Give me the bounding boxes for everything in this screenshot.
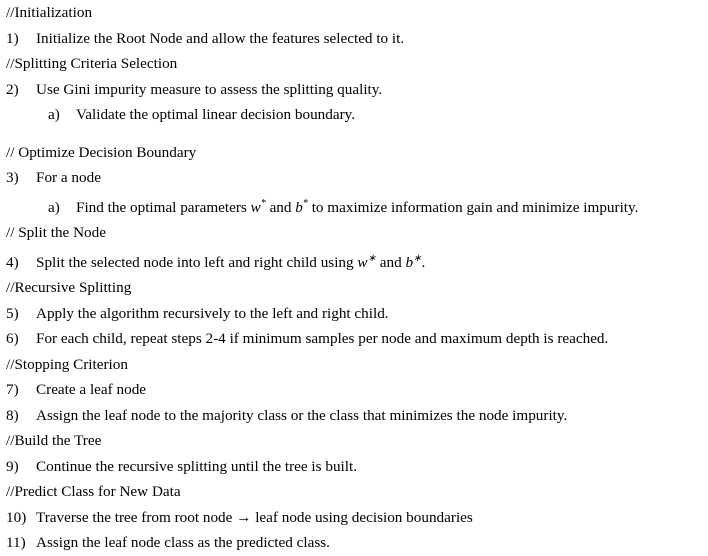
math-superscript: * — [302, 197, 308, 209]
step-text: Assign the leaf node to the majority class or the class that minimizes the node impurity. — [36, 406, 568, 424]
step-line — [0, 26, 708, 52]
step-marker: 10) — [6, 508, 27, 526]
text-fragment: to maximize information gain and minimize impurity. — [307, 198, 639, 216]
step-marker: 9) — [6, 457, 19, 475]
text-fragment: Traverse the tree from root node — [36, 508, 237, 526]
text-fragment: and — [265, 198, 296, 216]
math-variable-b: b — [295, 198, 303, 216]
step-marker: 2) — [6, 80, 19, 98]
comment-line: //Recursive Splitting — [6, 279, 132, 297]
step-line — [0, 77, 708, 103]
step-line — [0, 505, 708, 531]
math-superscript: ∗ — [413, 252, 422, 264]
step-text: Use Gini impurity measure to assess the splitting quality. — [36, 80, 383, 98]
text-fragment: and — [375, 253, 406, 271]
math-variable-w: w — [250, 198, 261, 216]
text-fragment: leaf node using decision boundaries — [251, 508, 473, 526]
step-text: Create a leaf node — [36, 381, 147, 399]
math-variable-w: w — [357, 253, 368, 271]
step-line — [0, 403, 708, 429]
step-line — [0, 377, 708, 403]
step-line — [0, 165, 708, 191]
substep-line — [0, 102, 708, 128]
step-marker: 4) — [6, 253, 19, 271]
substep-text — [76, 191, 708, 221]
step-marker: 8) — [6, 406, 19, 424]
step-marker: 6) — [6, 330, 19, 348]
step-line — [0, 301, 708, 327]
comment-line: // Optimize Decision Boundary — [6, 143, 197, 161]
comment-line: //Predict Class for New Data — [6, 483, 181, 501]
comment-line: //Build the Tree — [6, 432, 102, 450]
step-line — [0, 326, 708, 352]
step-text: Continue the recursive splitting until the tree is built. — [36, 457, 357, 475]
math-superscript: ∗ — [367, 252, 376, 264]
text-fragment: . — [421, 253, 426, 271]
step-text: For each child, repeat steps 2-4 if minimum samples per node and maximum depth is reached. — [36, 330, 609, 348]
step-line — [0, 454, 708, 480]
math-superscript: * — [260, 197, 266, 209]
math-variable-b: b — [405, 253, 414, 271]
step-marker: 5) — [6, 304, 19, 322]
step-text — [36, 505, 708, 531]
text-fragment: Find the optimal parameters — [76, 198, 251, 216]
step-line — [0, 246, 708, 276]
step-marker: 3) — [6, 169, 19, 186]
step-text — [36, 246, 708, 276]
substep-line — [0, 191, 708, 221]
step-marker: 7) — [6, 381, 19, 399]
comment-line: //Splitting Criteria Selection — [6, 55, 178, 72]
substep-marker: a) — [48, 106, 60, 123]
step-text: Initialize the Root Node and allow the features selected to it. — [36, 29, 405, 47]
text-fragment: Split the selected node into left and right child using — [36, 253, 358, 271]
step-line — [0, 530, 708, 556]
step-text: Assign the leaf node class as the predicted class. — [36, 534, 330, 552]
step-marker: 1) — [6, 29, 19, 47]
step-text: For a node — [36, 169, 101, 186]
comment-line: //Initialization — [6, 4, 93, 21]
comment-line: //Stopping Criterion — [6, 355, 128, 373]
substep-marker: a) — [48, 198, 60, 216]
comment-line: // Split the Node — [6, 224, 106, 242]
substep-text: Validate the optimal linear decision boundary. — [76, 106, 356, 123]
step-text: Apply the algorithm recursively to the left and right child. — [36, 304, 389, 322]
step-marker: 11) — [6, 534, 26, 552]
right-arrow-icon: → — [236, 508, 252, 526]
